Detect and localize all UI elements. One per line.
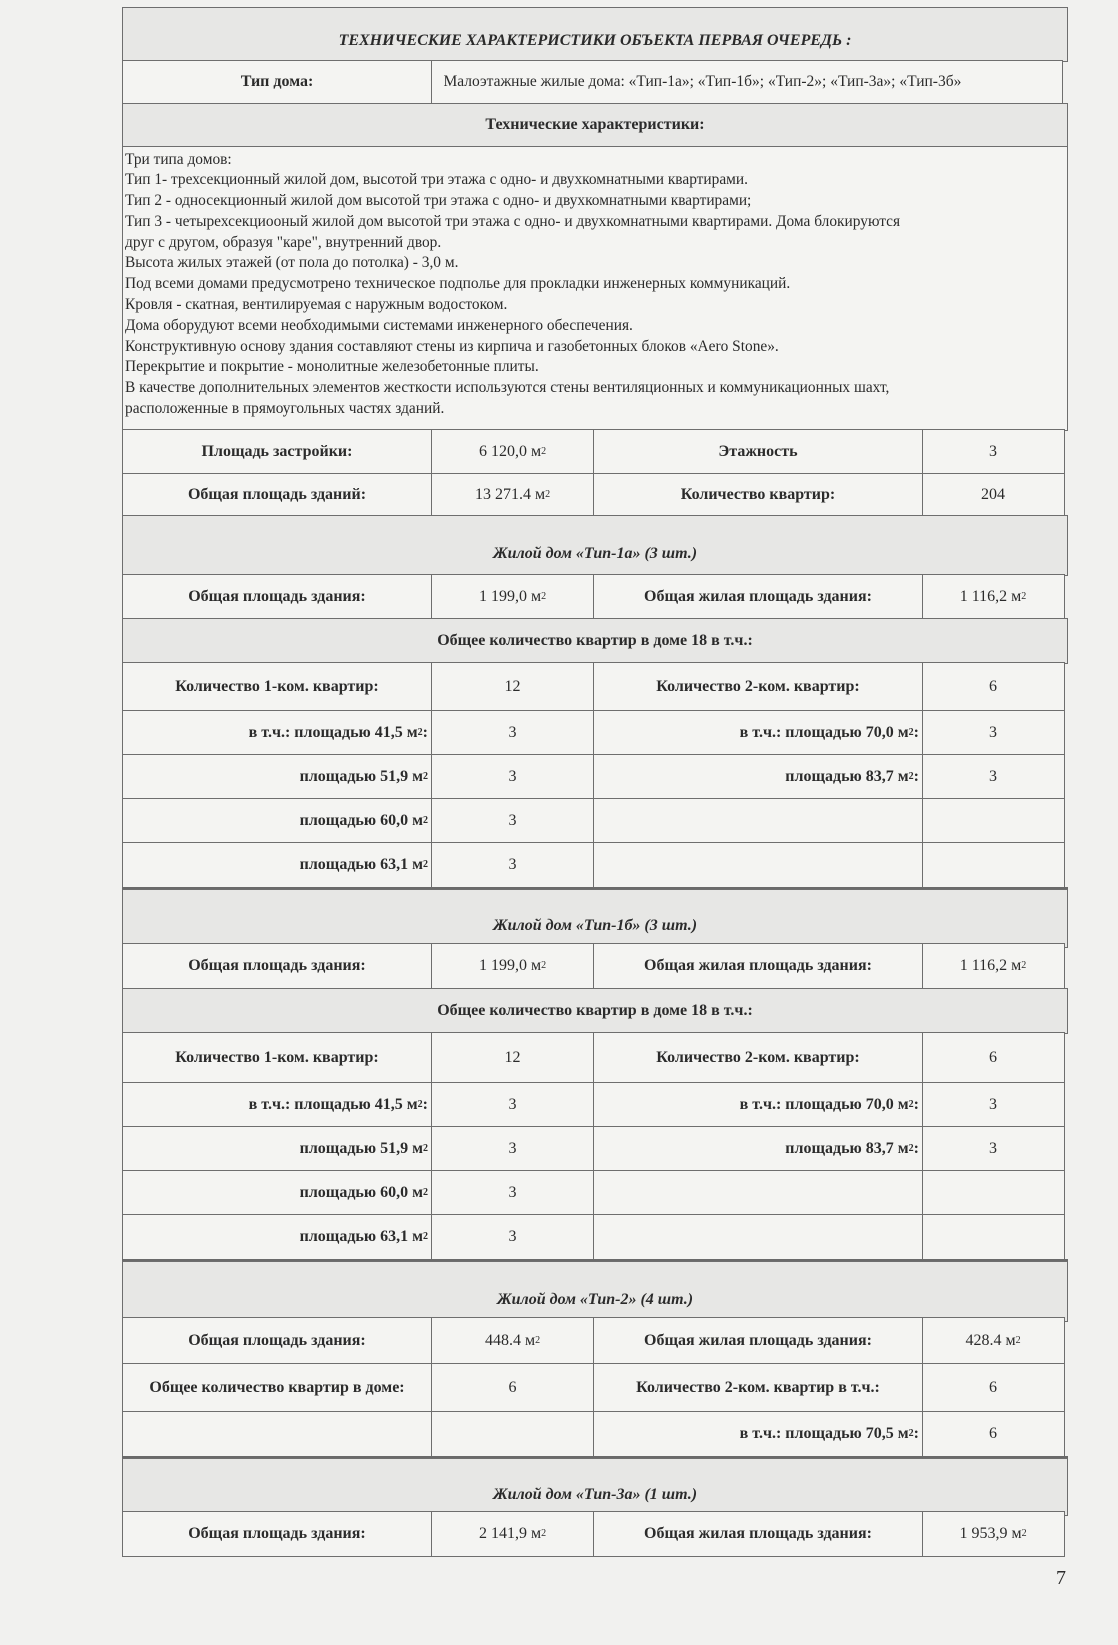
type1a-r4-left: площадью 63,1 м 2 <box>122 842 432 888</box>
type1b-r2-left: площадью 51,9 м 2 <box>122 1126 432 1172</box>
tech-line: Тип 1- трехсекционный жилой дом, высотой три этажа с одно- и двухкомнатными квартирами. <box>125 171 748 189</box>
empty-cell <box>593 842 923 888</box>
type1a-flats-header: Общее количество квартир в доме 18 в т.ч.: <box>122 618 1068 664</box>
type2-flats-label: Общее количество квартир в доме: <box>122 1363 432 1413</box>
type1a-r2-right: площадью 83,7 м 2 : <box>593 754 923 800</box>
type1a-k2-value: 6 <box>922 662 1065 712</box>
tech-line: Дома оборудуют всеми необходимыми системами инженерного обеспечения. <box>125 316 633 334</box>
type1a-k1-label: Количество 1-ком. квартир: <box>122 662 432 712</box>
apartments-label: Количество квартир: <box>593 473 923 517</box>
empty-cell <box>593 1170 923 1216</box>
empty-cell <box>922 1170 1065 1216</box>
tech-description <box>122 146 1068 431</box>
document-title: ТЕХНИЧЕСКИЕ ХАРАКТЕРИСТИКИ ОБЪЕКТА ПЕРВАЯ ОЧЕРЕДЬ : <box>122 7 1068 62</box>
type1b-area-label: Общая площадь здания: <box>122 943 432 990</box>
type1a-r1-lval: 3 <box>431 710 595 756</box>
type2-r1-right: в т.ч.: площадью 70,5 м 2 : <box>593 1411 923 1457</box>
type1a-area-value: 1 199,0 м 2 <box>431 574 595 620</box>
type1b-flats-header: Общее количество квартир в доме 18 в т.ч.: <box>122 988 1068 1034</box>
type3a-area-label: Общая площадь здания: <box>122 1511 432 1557</box>
type1a-r2-lval: 3 <box>431 754 595 800</box>
tech-line: В качестве дополнительных элементов жесткости используются стены вентиляционных и коммуникационных шахт, <box>125 379 890 397</box>
type1a-area-label: Общая площадь здания: <box>122 574 432 620</box>
type2-living-value: 428.4 м 2 <box>922 1317 1065 1365</box>
type1b-r3-left: площадью 60,0 м 2 <box>122 1170 432 1216</box>
tech-line: Под всеми домами предусмотрено техническое подполье для прокладки инженерных коммуникаций. <box>125 275 791 293</box>
tech-line: Тип 2 - односекционный жилой дом высотой три этажа с одно- и двухкомнатными квартирами; <box>125 192 752 210</box>
total-area-label: Общая площадь зданий: <box>122 473 432 517</box>
empty-cell <box>922 1214 1065 1260</box>
type2-area-label: Общая площадь здания: <box>122 1317 432 1365</box>
type1b-k1-label: Количество 1-ком. квартир: <box>122 1032 432 1084</box>
build-area-value: 6 120,0 м 2 <box>431 429 595 475</box>
type1a-r1-left: в т.ч.: площадью 41,5 м 2 : <box>122 710 432 756</box>
house-type-value: Малоэтажные жилые дома: «Тип-1а»; «Тип-1б»; «Тип-2»; «Тип-3а»; «Тип-3б» <box>431 60 1063 105</box>
type2-k2-label: Количество 2-ком. квартир в т.ч.: <box>593 1363 923 1413</box>
type1b-k1-value: 12 <box>431 1032 595 1084</box>
type1b-r3-lval: 3 <box>431 1170 595 1216</box>
empty-cell <box>431 1411 595 1457</box>
type2-k2-value: 6 <box>922 1363 1065 1413</box>
type1b-r4-lval: 3 <box>431 1214 595 1260</box>
tech-line: Три типа домов: <box>125 150 232 168</box>
tech-header: Технические характеристики: <box>122 103 1068 148</box>
empty-cell <box>922 842 1065 888</box>
type1b-k2-label: Количество 2-ком. квартир: <box>593 1032 923 1084</box>
type1b-r2-rval: 3 <box>922 1126 1065 1172</box>
type1b-area-value: 1 199,0 м 2 <box>431 943 595 990</box>
type1a-r3-lval: 3 <box>431 798 595 844</box>
type2-area-value: 448.4 м 2 <box>431 1317 595 1365</box>
tech-line: расположенные в прямоугольных частях зданий. <box>125 400 445 418</box>
type2-r1-rval: 6 <box>922 1411 1065 1457</box>
tech-line: Высота жилых этажей (от пола до потолка) - 3,0 м. <box>125 254 459 272</box>
type1b-r1-rval: 3 <box>922 1082 1065 1128</box>
tech-line: Перекрытие и покрытие - монолитные железобетонные плиты. <box>125 358 539 376</box>
type3a-living-label: Общая жилая площадь здания: <box>593 1511 923 1557</box>
type1b-living-label: Общая жилая площадь здания: <box>593 943 923 990</box>
floors-label: Этажность <box>593 429 923 475</box>
type1a-r2-rval: 3 <box>922 754 1065 800</box>
build-area-label: Площадь застройки: <box>122 429 432 475</box>
floors-value: 3 <box>922 429 1065 475</box>
type1b-r2-lval: 3 <box>431 1126 595 1172</box>
type3a-area-value: 2 141,9 м 2 <box>431 1511 595 1557</box>
empty-cell <box>922 798 1065 844</box>
type1a-k2-label: Количество 2-ком. квартир: <box>593 662 923 712</box>
apartments-value: 204 <box>922 473 1065 517</box>
type1b-r1-left: в т.ч.: площадью 41,5 м 2 : <box>122 1082 432 1128</box>
type1b-living-value: 1 116,2 м 2 <box>922 943 1065 990</box>
type1a-living-label: Общая жилая площадь здания: <box>593 574 923 620</box>
type1b-r2-right: площадью 83,7 м 2 : <box>593 1126 923 1172</box>
type1b-r4-left: площадью 63,1 м 2 <box>122 1214 432 1260</box>
tech-line: друг с другом, образуя "каре", внутренний двор. <box>125 233 442 251</box>
tech-line: Тип 3 - четырехсекциооный жилой дом высотой три этажа с одно- и двухкомнатными квартирами. Дома блокируются <box>125 212 901 230</box>
page-number: 7 <box>1056 1567 1066 1589</box>
empty-cell <box>122 1411 432 1457</box>
type1a-r1-right: в т.ч.: площадью 70,0 м 2 : <box>593 710 923 756</box>
tech-line: Конструктивную основу здания составляют стены из кирпича и газобетонных блоков «Aero Stone». <box>125 337 779 355</box>
type1b-title: Жилой дом «Тип-1б» (3 шт.) <box>122 889 1068 948</box>
type2-flats-value: 6 <box>431 1363 595 1413</box>
type1b-r1-right: в т.ч.: площадью 70,0 м 2 : <box>593 1082 923 1128</box>
empty-cell <box>593 798 923 844</box>
tech-line: Кровля - скатная, вентилируемая с наружным водостоком. <box>125 296 508 314</box>
type1a-k1-value: 12 <box>431 662 595 712</box>
type3a-title: Жилой дом «Тип-3а» (1 шт.) <box>122 1458 1068 1516</box>
empty-cell <box>593 1214 923 1260</box>
type1b-r1-lval: 3 <box>431 1082 595 1128</box>
house-type-label: Тип дома: <box>122 60 432 105</box>
type1a-title: Жилой дом «Тип-1а» (3 шт.) <box>122 515 1068 576</box>
total-area-value: 13 271.4 м 2 <box>431 473 595 517</box>
type2-living-label: Общая жилая площадь здания: <box>593 1317 923 1365</box>
type2-title: Жилой дом «Тип-2» (4 шт.) <box>122 1261 1068 1322</box>
type3a-living-value: 1 953,9 м 2 <box>922 1511 1065 1557</box>
type1a-r4-lval: 3 <box>431 842 595 888</box>
type1a-r3-left: площадью 60,0 м 2 <box>122 798 432 844</box>
type1a-r1-rval: 3 <box>922 710 1065 756</box>
type1a-r2-left: площадью 51,9 м 2 <box>122 754 432 800</box>
type1a-living-value: 1 116,2 м 2 <box>922 574 1065 620</box>
type1b-k2-value: 6 <box>922 1032 1065 1084</box>
